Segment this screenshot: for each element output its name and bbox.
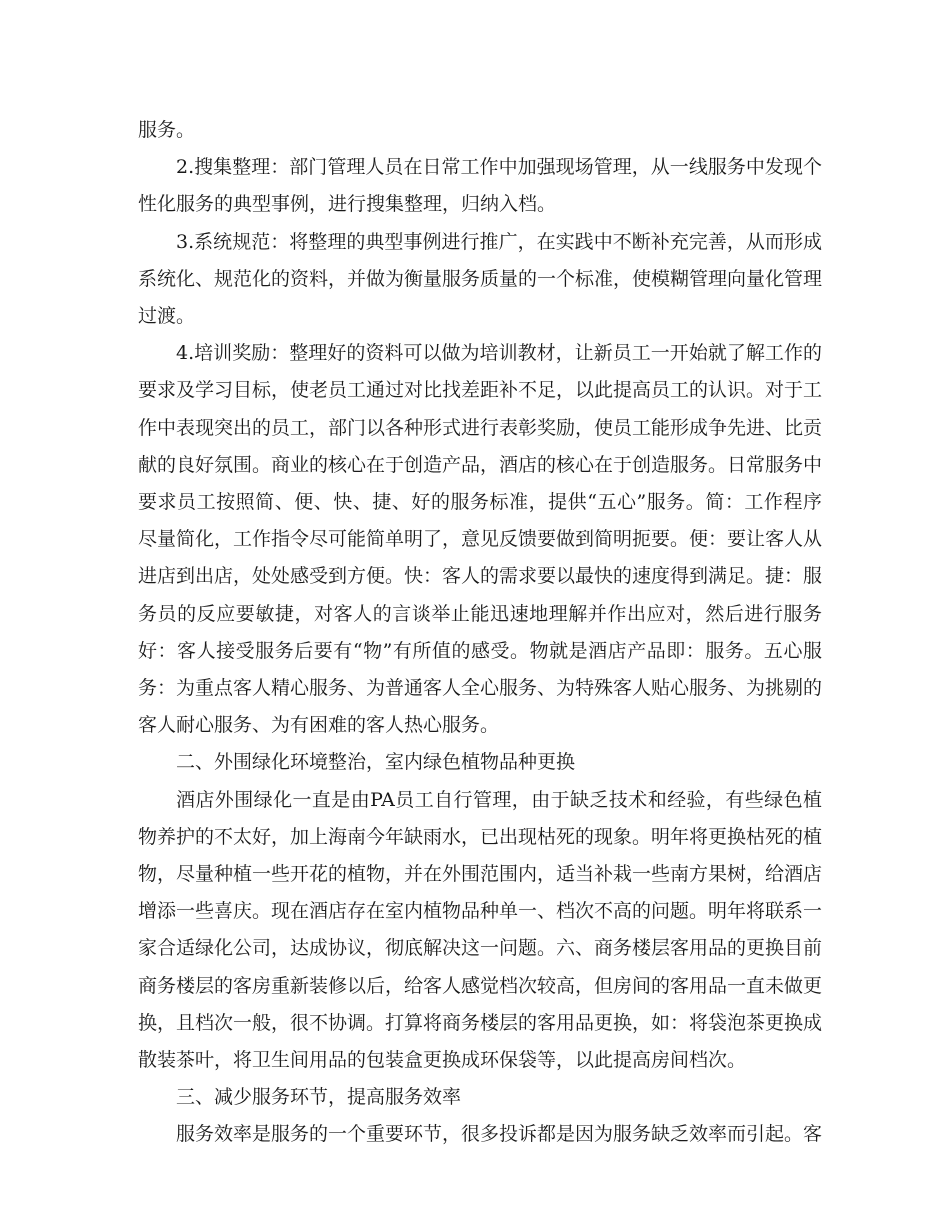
paragraph-continuation: 服务。 bbox=[138, 119, 196, 141]
paragraph-collect-organize: 2.搜集整理：部门管理人员在日常工作中加强现场管理，从一线服务中发现个性化服务的典型事例，进行搜集整理，归纳入档。 bbox=[138, 156, 822, 216]
paragraph-efficiency: 服务效率是服务的一个重要环节，很多投诉都是因为服务缺乏效率而引起。客 bbox=[176, 1123, 823, 1146]
paragraph-system-standard: 3.系统规范：将整理的典型事例进行推广，在实践中不断补充完善，从而形成系统化、规范化的资料，并做为衡量服务质量的一个标准，使模糊管理向量化管理过渡。 bbox=[138, 230, 823, 328]
paragraph-training-reward: 4.培训奖励：整理好的资料可以做为培训教材，让新员工一开始就了解工作的要求及学习目标，使老员工通过对比找差距补不足，以此提高员工的认识。对于工作中表现突出的员工，部门以各种形式进行表彰奖励，使员工能形成争先进、比贡献的良好氛围。商业的核心在于创造产品，酒店的核心在于创造服务。日常服务中要求员工按照简、便、快、捷、好的服务标准，提供“五心”服务。简：工作程序尽量简化，工作指令尽可能简单明了，意见反馈要做到简明扼要。便：要让客人从进店到出店，处处感受到方便。快：客人的需求要以最快的速度得到满足。捷：服务员的反应要敏捷，对客人的言谈举止能迅速地理解并作出应对，然后进行服务好：客人接受服务后要有“物”有所值的感受。物就是酒店产品即：服务。五心服务：为重点客人精心服务、为普通客人全心服务、为特殊客人贴心服务、为挑剔的客人耐心服务、为有困难的客人热心服务。 bbox=[138, 342, 823, 737]
section-heading-efficiency: 三、减少服务环节，提高服务效率 bbox=[176, 1086, 462, 1109]
document-page bbox=[138, 112, 822, 1154]
paragraph-greening: 酒店外围绿化一直是由PA员工自行管理，由于缺乏技术和经验，有些绿色植物养护的不太好，加上海南今年缺雨水，已出现枯死的现象。明年将更换枯死的植物，尽量种植一些开花的植物，并在外围范围内，适当补栽一些南方果树，给酒店增添一些喜庆。现在酒店存在室内植物品种单一、档次不高的问题。明年将联系一家合适绿化公司，达成协议，彻底解决这一问题。六、商务楼层客用品的更换目前商务楼层的客房重新装修以后，给客人感觉档次较高，但房间的客用品一直未做更换，且档次一般，很不协调。打算将商务楼层的客用品更换，如：将袋泡茶更换成散装茶叶，将卫生间用品的包装盒更换成环保袋等，以此提高房间档次。 bbox=[138, 788, 823, 1072]
section-heading-greening: 二、外围绿化环境整治，室内绿色植物品种更换 bbox=[176, 751, 576, 774]
